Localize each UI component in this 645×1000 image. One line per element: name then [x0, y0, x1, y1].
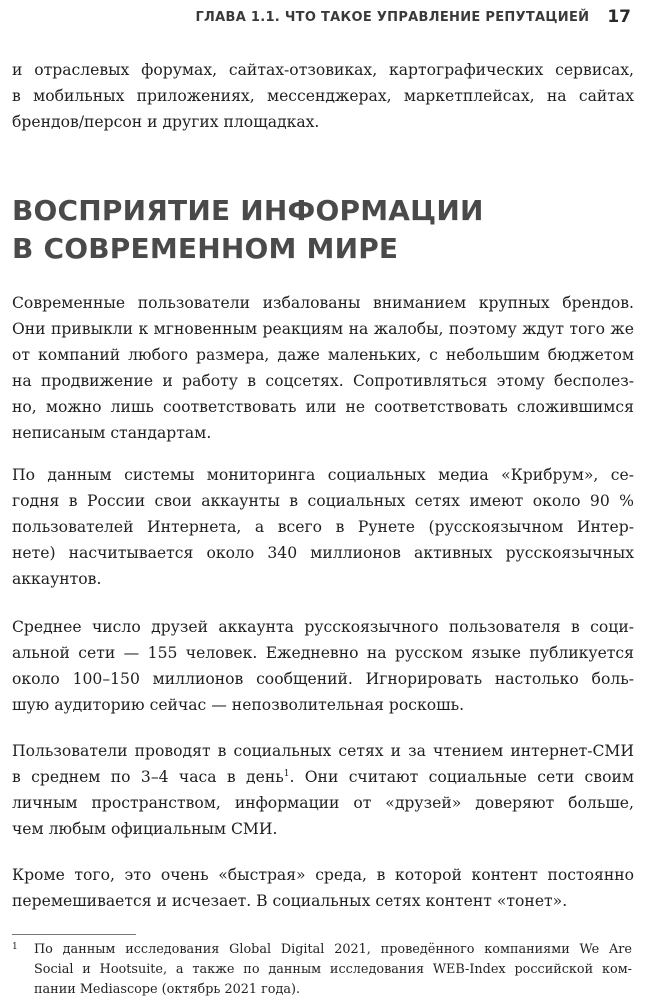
- paragraph-4: [12, 738, 634, 842]
- paragraph-1: [12, 290, 634, 446]
- text-line: перемешивается и исчезает. В социальных сетях контент «тонет».: [12, 892, 568, 910]
- text-line: в мобильных приложениях, мессенджерах, маркетплейсах, на сайтах: [12, 87, 634, 105]
- text-line: Пользователи проводят в социальных сетях и за чтением интернет-СМИ: [12, 742, 634, 760]
- footnote-mark: 1: [12, 942, 18, 952]
- running-header: [180, 6, 631, 28]
- heading-line: ВОСПРИЯТИЕ ИНФОРМАЦИИ: [12, 194, 484, 227]
- footnote-line: Social и Hootsuite, а также по данным исследования WEB-Index российской ком-: [34, 962, 632, 977]
- page-number: 17: [607, 7, 631, 27]
- text-line: Среднее число друзей аккаунта русскоязычного пользователя в соци-: [12, 618, 634, 636]
- text-line: шую аудиторию сейчас — непозволительная роскошь.: [12, 696, 465, 714]
- text-line: Современные пользователи избалованы вниманием крупных брендов.: [12, 294, 634, 312]
- heading-line: В СОВРЕМЕННОМ МИРЕ: [12, 232, 399, 265]
- paragraph-5: [12, 862, 634, 914]
- text-fragment: . Они считают социальные сети своим: [289, 768, 634, 786]
- text-line: но, можно лишь соответствовать или не соответствовать сложившимся: [12, 398, 634, 416]
- text-line: брендов/персон и других площадках.: [12, 113, 320, 131]
- text-line: личным пространством, информации от «друзей» доверяют больше,: [12, 794, 634, 812]
- footnote-line: пании Mediascope (октябрь 2021 года).: [34, 982, 301, 997]
- intro-paragraph: [12, 57, 634, 135]
- section-heading: [12, 192, 632, 268]
- text-line: [12, 764, 634, 790]
- text-line: Кроме того, это очень «быстрая» среда, в которой контент постоянно: [12, 866, 634, 884]
- paragraph-2: [12, 462, 634, 592]
- footnote-divider: [12, 934, 136, 935]
- text-fragment: в среднем по 3–4 часа в день: [12, 768, 284, 786]
- text-line: нете) насчитывается около 340 миллионов активных русскоязычных: [12, 544, 634, 562]
- text-line: пользователей Интернета, а всего в Рунете (русскоязычном Интер-: [12, 518, 634, 536]
- text-line: от компаний любого размера, даже маленьких, с небольшим бюджетом: [12, 346, 634, 364]
- footnote: [12, 940, 632, 1000]
- text-line: Они привыкли к мгновенным реакциям на жалобы, поэтому ждут того же: [12, 320, 634, 338]
- text-line: и отраслевых форумах, сайтах-отзовиках, картографических сервисах,: [12, 61, 634, 79]
- text-line: По данным системы мониторинга социальных медиа «Крибрум», се-: [12, 466, 634, 484]
- text-line: чем любым официальным СМИ.: [12, 820, 278, 838]
- text-line: на продвижение и работу в соцсетях. Сопротивляться этому бесполез-: [12, 372, 634, 390]
- footnote-reference[interactable]: 1: [283, 768, 290, 779]
- text-line: аккаунтов.: [12, 570, 102, 588]
- text-line: неписаным стандартам.: [12, 424, 212, 442]
- paragraph-3: [12, 614, 634, 718]
- chapter-title: ГЛАВА 1.1. ЧТО ТАКОЕ УПРАВЛЕНИЕ РЕПУТАЦИЕЙ: [195, 9, 590, 25]
- text-line: альной сети — 155 человек. Ежедневно на русском языке публикуется: [12, 644, 634, 662]
- footnote-line: По данным исследования Global Digital 2021, проведённого компаниями We Are: [34, 942, 632, 957]
- text-line: годня в России свои аккаунты в социальных сетях имеют около 90 %: [12, 492, 634, 510]
- text-line: около 100–150 миллионов сообщений. Игнорировать настолько боль-: [12, 670, 634, 688]
- footnote-text: [34, 940, 632, 1000]
